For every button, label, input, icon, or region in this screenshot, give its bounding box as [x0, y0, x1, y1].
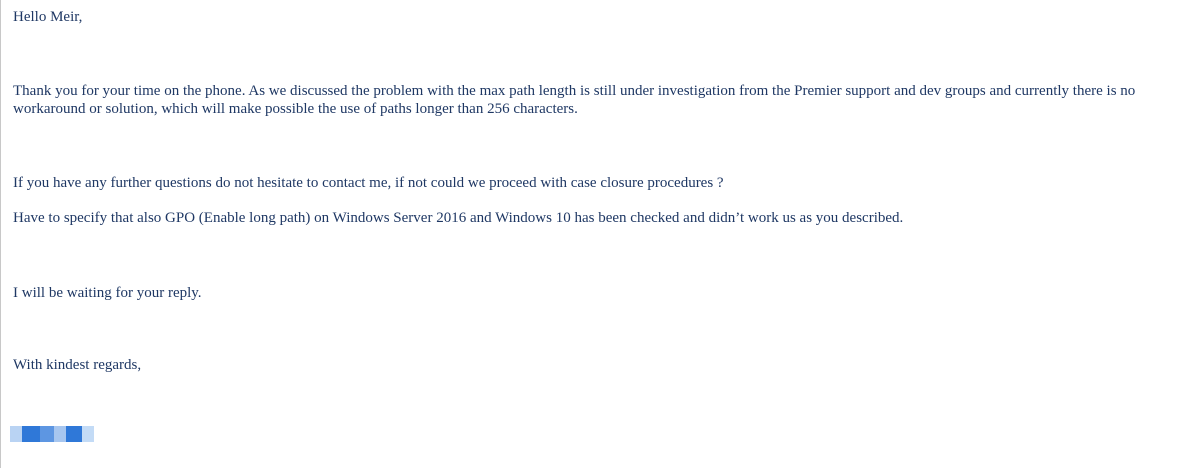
signature-pixel [66, 426, 82, 442]
signature-redacted-pixelated [10, 426, 94, 442]
greeting: Hello Meir, [13, 9, 83, 25]
signature-pixel [54, 426, 66, 442]
paragraph-phone-follow-up: Thank you for your time on the phone. As we discussed the problem with the max path length is still under investigation from the Premier support and dev groups and currently there is no workaround or solution, which will make possible the use of paths longer than 256 characters. [13, 83, 1136, 117]
paragraph-gpo-note: Have to specify that also GPO (Enable long path) on Windows Server 2016 and Windows 10 has been checked and didn’t work us as you described. [13, 210, 904, 226]
signature-pixel [22, 426, 40, 442]
signature-pixel [40, 426, 54, 442]
paragraph-waiting-reply: I will be waiting for your reply. [13, 285, 202, 301]
signature-pixel [10, 426, 22, 442]
paragraph-further-questions: If you have any further questions do not hesitate to contact me, if not could we proceed with case closure procedures ? [13, 175, 724, 191]
closing-line: With kindest regards, [13, 357, 142, 373]
signature-pixel [82, 426, 94, 442]
